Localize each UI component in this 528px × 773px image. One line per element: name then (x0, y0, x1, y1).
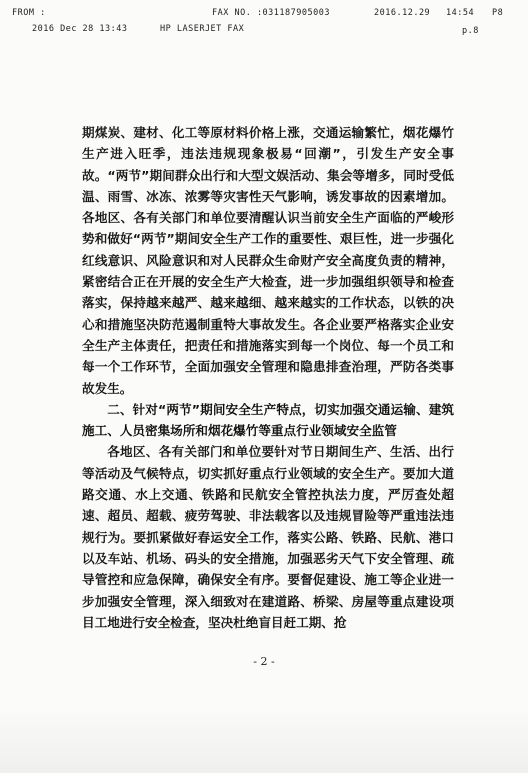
scan-shadow (0, 703, 528, 773)
paragraph-2: 各地区、各有关部门和单位要针对节日期间生产、生活、出行等活动及气候特点，切实抓好重点行业领域的安全生产。要加大道路交通、水上交通、铁路和民航安全管控执法力度，严厉查处超速、超员、超载、疲劳驾驶、非法载客以及违规冒险等严重违法违规行为。要抓紧做好春运安全工作，落实公路、铁路、民航、港口以及车站、机场、码头的安全措施，加强恶劣天气下安全管理、疏导管控和应急保障，确保安全有序。要督促建设、施工等企业进一步加强安全管理，深入细致对在建道路、桥梁、房屋等重点建设项目工地进行安全检查，坚决杜绝盲目赶工期、抢 (82, 444, 454, 630)
fax-page-line2: p.8 (462, 26, 479, 36)
fax-number: FAX NO. :031187905003 (212, 8, 330, 18)
fax-device: HP LASERJET FAX (160, 24, 245, 34)
page-number: - 2 - (253, 655, 275, 668)
fax-date: 2016.12.29 (374, 8, 431, 18)
fax-time: 14:54 (446, 8, 475, 18)
fax-header (0, 0, 528, 48)
document-body (82, 122, 454, 633)
paragraph-1: 期煤炭、建材、化工等原材料价格上涨，交通运输繁忙，烟花爆竹生产进入旺季，违法违规现象极易“回潮”，引发生产安全事故。“两节”期间群众出行和大型文娱活动、集会等增多，同时受低温、雨雪、冰冻、浓雾等灾害性天气影响，诱发事故的因素增加。各地区、各有关部门和单位要清醒认识当前安全生产面临的严峻形势和做好“两节”期间安全生产工作的重要性、艰巨性，进一步强化红线意识、风险意识和对人民群众生命财产安全高度负责的精神，紧密结合正在开展的安全生产大检查，进一步加强组织领导和检查落实，保持越来越严、越来越细、越来越实的工作状态，以铁的决心和措施坚决防范遏制重特大事故发生。各企业要严格落实企业安全生产主体责任，把责任和措施落实到每一个岗位、每一个员工和每一个工作环节，全面加强安全管理和隐患排查治理，严防各类事故发生。 (82, 125, 454, 396)
section-heading-2: 二、针对“两节”期间安全生产特点，切实加强交通运输、建筑施工、人员密集场所和烟花爆竹等重点行业领域安全监管 (82, 401, 454, 439)
fax-from-label: FROM : (12, 8, 46, 18)
fax-date-line2: 2016 Dec 28 13:43 (32, 24, 128, 34)
fax-page-code: P8 (492, 8, 504, 18)
